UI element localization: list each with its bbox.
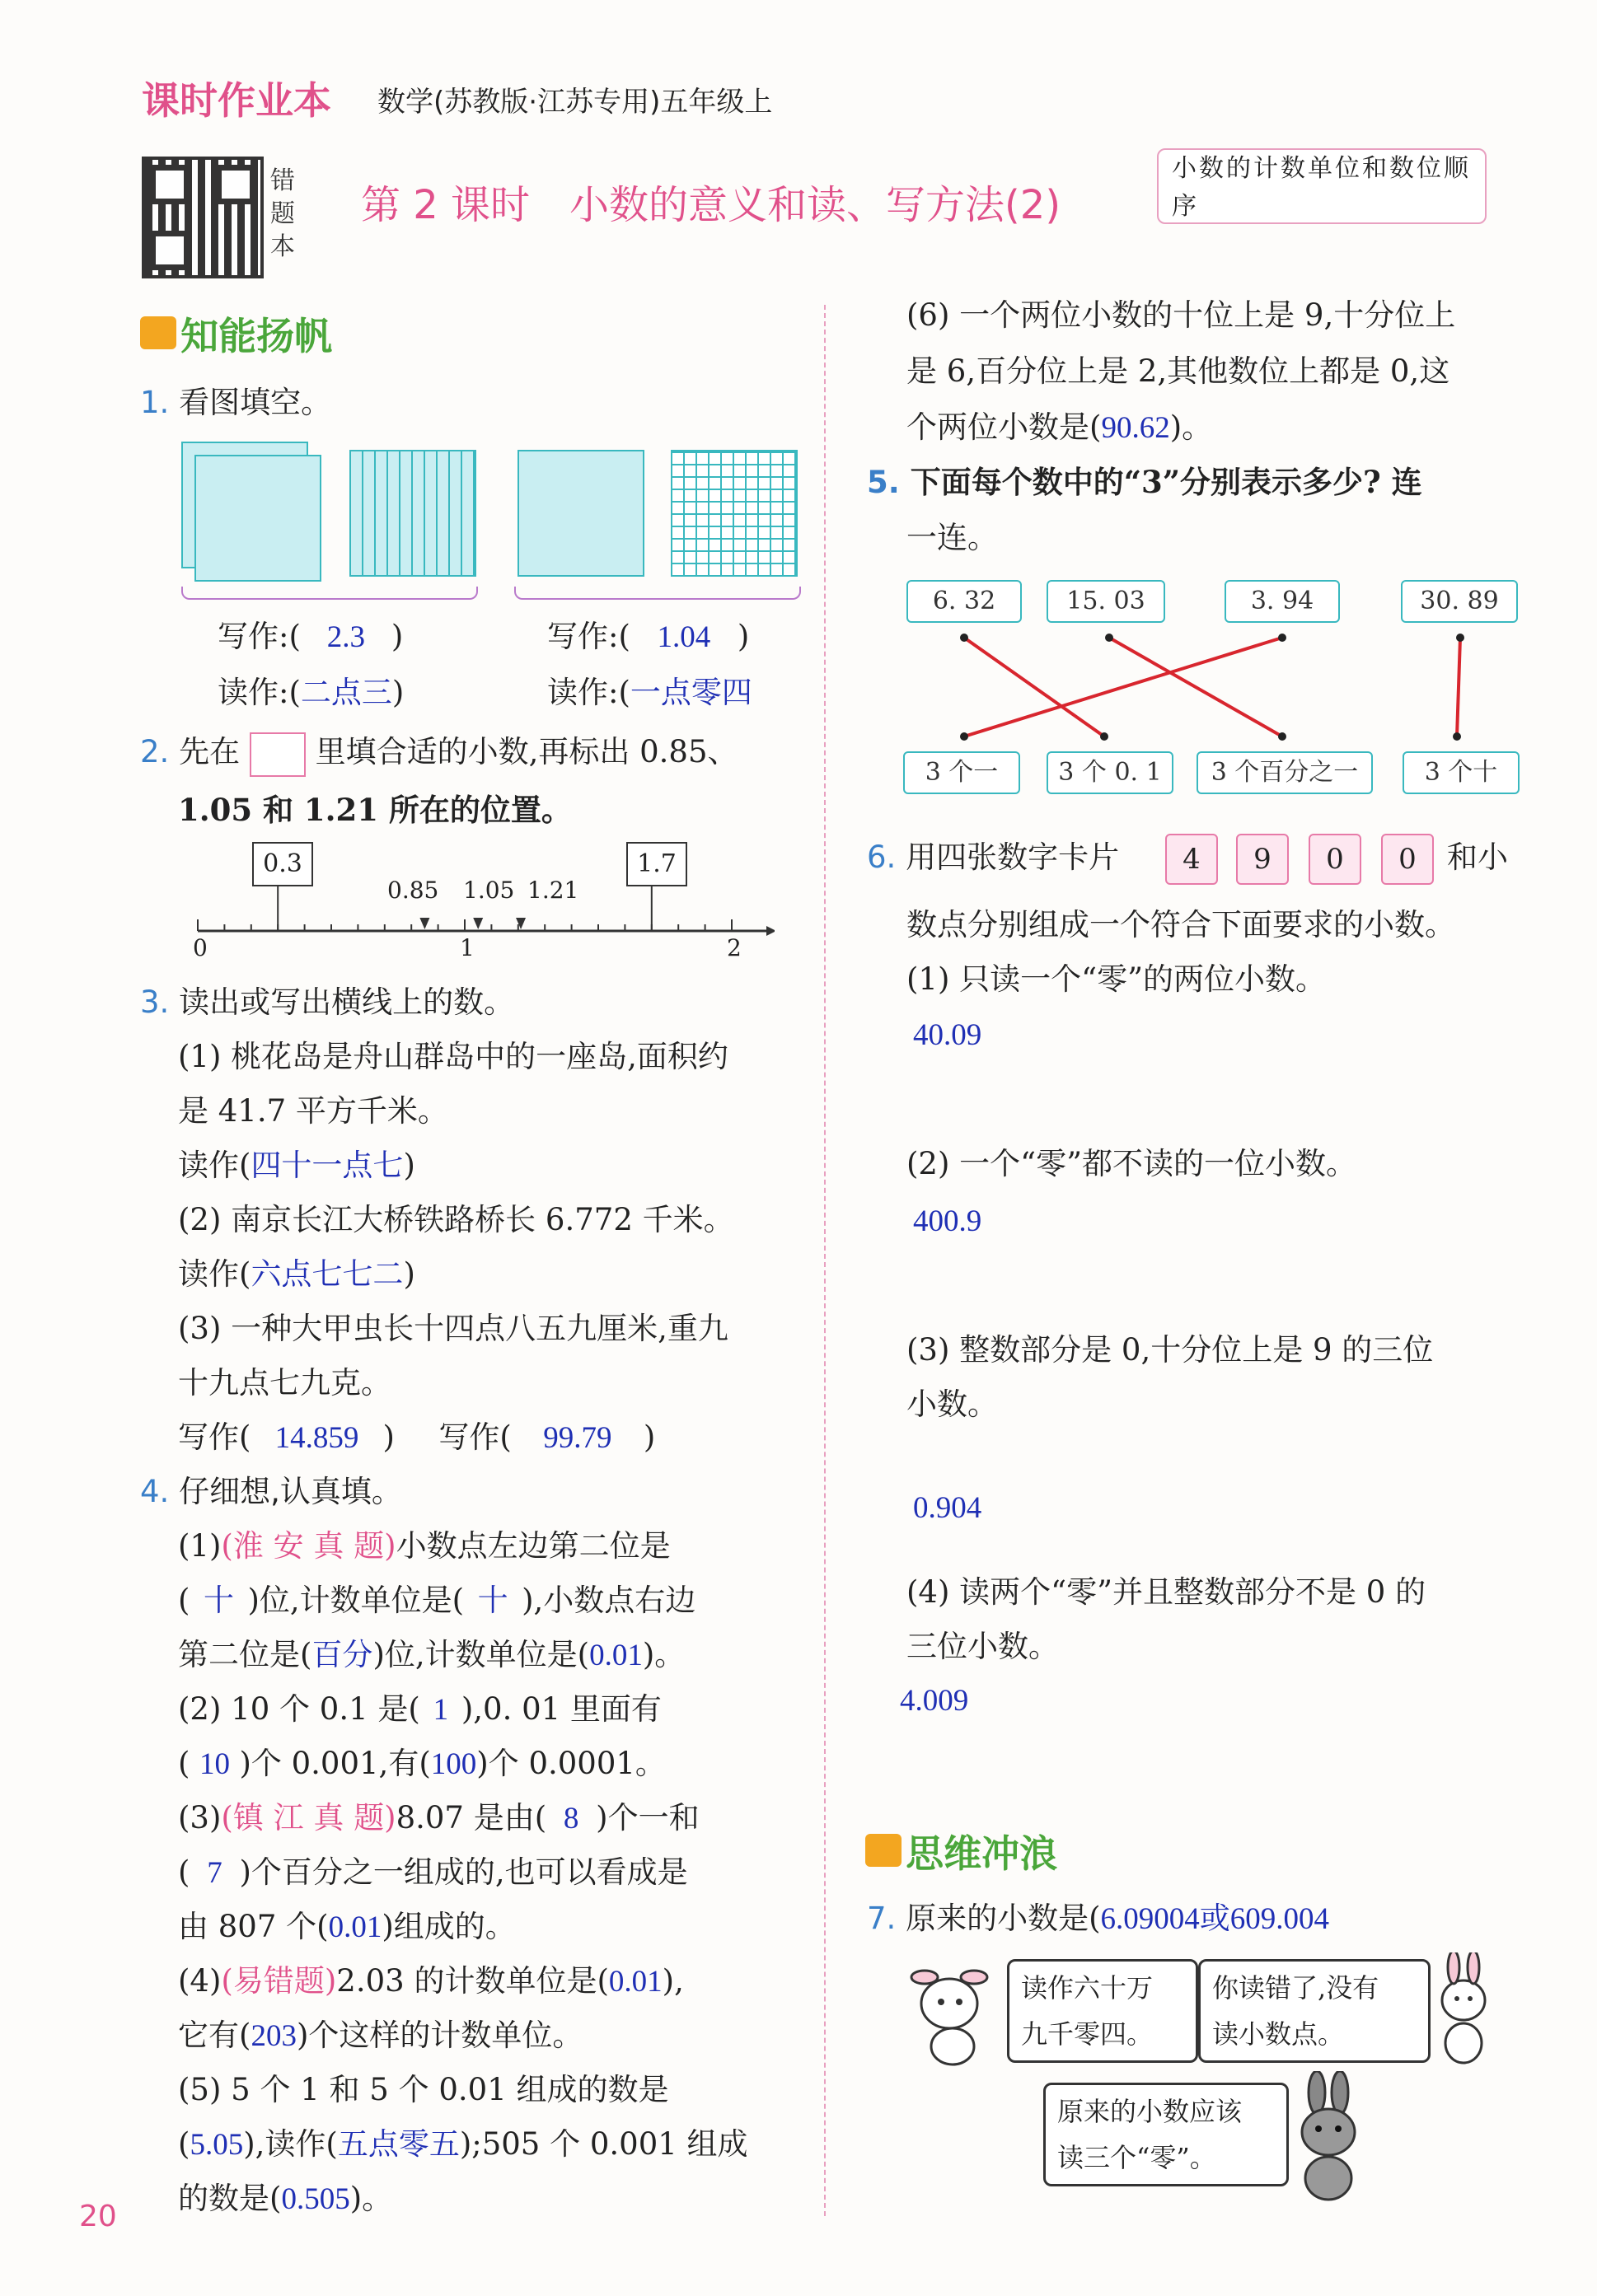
q5-bottom-1[interactable]: 3 个一: [903, 751, 1020, 794]
digit-card-4: 4: [1165, 834, 1218, 885]
tick-label-0: 0: [193, 934, 208, 961]
q6-a4: 4.009: [900, 1684, 969, 1718]
rabbit-left-icon: [900, 1961, 1007, 2068]
q6-p4a: (4) 读两个“零”并且整数部分不是 0 的: [906, 1574, 1426, 1610]
qr-label: 错题本: [270, 166, 295, 261]
q5-connect-lines: [906, 620, 1516, 751]
q5-top-1[interactable]: 6. 32: [906, 580, 1022, 623]
q3-p3a: (3) 一种大甲虫长十四点八五九厘米,重九: [178, 1311, 728, 1346]
q1-a-read: 读作:(二点三): [218, 675, 405, 710]
q3-heading: 3. 读出或写出横线上的数。: [140, 984, 515, 1020]
tick-label-2: 2: [727, 934, 742, 961]
qr-code-icon[interactable]: [142, 157, 264, 278]
q4-l13: 的数是(0.505)。: [178, 2181, 393, 2216]
q2-box-2: 1.7: [626, 842, 687, 886]
q4-l4: (2) 10 个 0.1 是( 1 ),0. 01 里面有: [178, 1691, 662, 1727]
figure-b-brace: [514, 587, 801, 600]
q4-6-l3: 个两位小数是(90.62)。: [906, 409, 1213, 445]
tick-label-1: 1: [460, 934, 475, 961]
q6-a3: 0.904: [913, 1491, 982, 1525]
figure-b: [518, 450, 798, 590]
q2-box-1: 0.3: [252, 842, 313, 886]
q1-b-read: 读作:(一点零四: [547, 675, 752, 710]
q1-heading: 1. 看图填空。: [140, 385, 332, 420]
q5-l1: 5. 下面每个数中的“3”分别表示多少? 连: [867, 464, 1422, 500]
lesson-title: 第 2 课时 小数的意义和读、写方法(2): [361, 182, 1061, 228]
subject-label: 数学(苏教版·江苏专用)五年级上: [377, 86, 773, 119]
q4-l1: (1)(淮 安 真 题)小数点左边第二位是: [178, 1528, 671, 1564]
topic-tag: 小数的计数单位和数位顺序: [1157, 148, 1487, 224]
q4-l3: 第二位是(百分)位,计数单位是(0.01)。: [178, 1637, 686, 1672]
q5-top-3[interactable]: 3. 94: [1225, 580, 1340, 623]
section-title-2: 思维冲浪: [865, 1824, 1057, 1878]
q4-heading: 4. 仔细想,认真填。: [140, 1474, 402, 1509]
q1-b-write: 写作:( 1.04 ): [547, 619, 750, 654]
q6-p3b: 小数。: [906, 1386, 998, 1422]
q6-a1: 40.09: [913, 1018, 982, 1052]
rabbit-bottom-icon: [1282, 2071, 1373, 2203]
q4-6-l2: 是 6,百分位上是 2,其他数位上都是 0,这: [906, 353, 1450, 389]
q6-l1: 6. 用四张数字卡片: [867, 839, 1120, 875]
q3-p1-read: 读作(四十一点七): [178, 1148, 415, 1183]
q6-l2: 数点分别组成一个符合下面要求的小数。: [906, 907, 1455, 942]
q5-bottom-2[interactable]: 3 个 0. 1: [1047, 751, 1173, 794]
speech-bubble-2: 你读错了,没有 读小数点。: [1198, 1959, 1431, 2063]
q4-l5: ( 10 )个 0.001,有(100)个 0.0001。: [178, 1746, 666, 1781]
speech-bubble-1: 读作六十万 九千零四。: [1007, 1959, 1198, 2063]
digit-card-9: 9: [1236, 834, 1289, 885]
figure-a-brace: [181, 587, 478, 600]
q7-l1: 7. 原来的小数是(6.09004或609.004: [867, 1901, 1330, 1936]
q4-l7: ( 7 )个百分之一组成的,也可以看成是: [178, 1854, 688, 1890]
mark-label-105: 1.05: [463, 877, 515, 904]
q1-a-write: 写作:( 2.3 ): [218, 619, 404, 654]
q3-p2-read: 读作(六点七七二): [178, 1256, 415, 1292]
page-number: 20: [79, 2200, 117, 2233]
q3-p3-write: 写作( 14.859 ) 写作( 99.79 ): [178, 1419, 656, 1455]
q6-p4b: 三位小数。: [906, 1629, 1059, 1664]
q6-a2: 400.9: [913, 1204, 982, 1238]
digit-card-0b: 0: [1381, 834, 1434, 885]
q6-p3a: (3) 整数部分是 0,十分位上是 9 的三位: [906, 1332, 1434, 1368]
mark-label-121: 1.21: [527, 877, 579, 904]
q2-line1: 2. 先在 里填合适的小数,再标出 0.85、: [140, 725, 738, 779]
column-divider: [824, 305, 826, 2216]
q5-l2: 一连。: [906, 520, 998, 555]
q4-l9: (4)(易错题)2.03 的计数单位是(0.01),: [178, 1963, 684, 1999]
digit-card-0a: 0: [1309, 834, 1361, 885]
q6-l1-end: 和小: [1447, 839, 1508, 875]
section-icon: [140, 316, 176, 349]
q6-p2: (2) 一个“零”都不读的一位小数。: [906, 1146, 1357, 1181]
q2-line2: 1.05 和 1.21 所在的位置。: [178, 792, 572, 828]
q3-p1b: 是 41.7 平方千米。: [178, 1093, 448, 1129]
q4-l11: (5) 5 个 1 和 5 个 0.01 组成的数是: [178, 2072, 669, 2107]
brand-title: 课时作业本: [142, 78, 331, 123]
rabbit-right-icon: [1422, 1952, 1505, 2068]
q6-p1: (1) 只读一个“零”的两位小数。: [906, 961, 1327, 997]
q3-p1a: (1) 桃花岛是舟山群岛中的一座岛,面积约: [178, 1039, 728, 1074]
q5-top-4[interactable]: 30. 89: [1401, 580, 1518, 623]
q5-top-2[interactable]: 15. 03: [1047, 580, 1165, 623]
q5-bottom-3[interactable]: 3 个百分之一: [1197, 751, 1373, 794]
figure-a: [181, 442, 478, 590]
q4-l10: 它有(203)个这样的计数单位。: [178, 2018, 583, 2053]
q4-l12: (5.05),读作(五点零五);505 个 0.001 组成: [178, 2126, 748, 2162]
q4-l8: 由 807 个(0.01)组成的。: [178, 1909, 516, 1944]
mark-label-085: 0.85: [387, 877, 439, 904]
q5-bottom-4[interactable]: 3 个十: [1403, 751, 1520, 794]
section-title-1: 知能扬帆: [140, 306, 332, 361]
speech-bubble-3: 原来的小数应该 读三个“零”。: [1043, 2083, 1289, 2186]
q4-l6: (3)(镇 江 真 题)8.07 是由( 8 )个一和: [178, 1800, 700, 1835]
q4-6-l1: (6) 一个两位小数的十位上是 9,十分位上: [906, 297, 1456, 333]
q3-p2a: (2) 南京长江大桥铁路桥长 6.772 千米。: [178, 1202, 734, 1237]
section-icon: [865, 1834, 902, 1867]
q3-p3b: 十九点七九克。: [178, 1365, 391, 1401]
q4-l2: ( 十 )位,计数单位是( 十 ),小数点右边: [178, 1583, 696, 1618]
